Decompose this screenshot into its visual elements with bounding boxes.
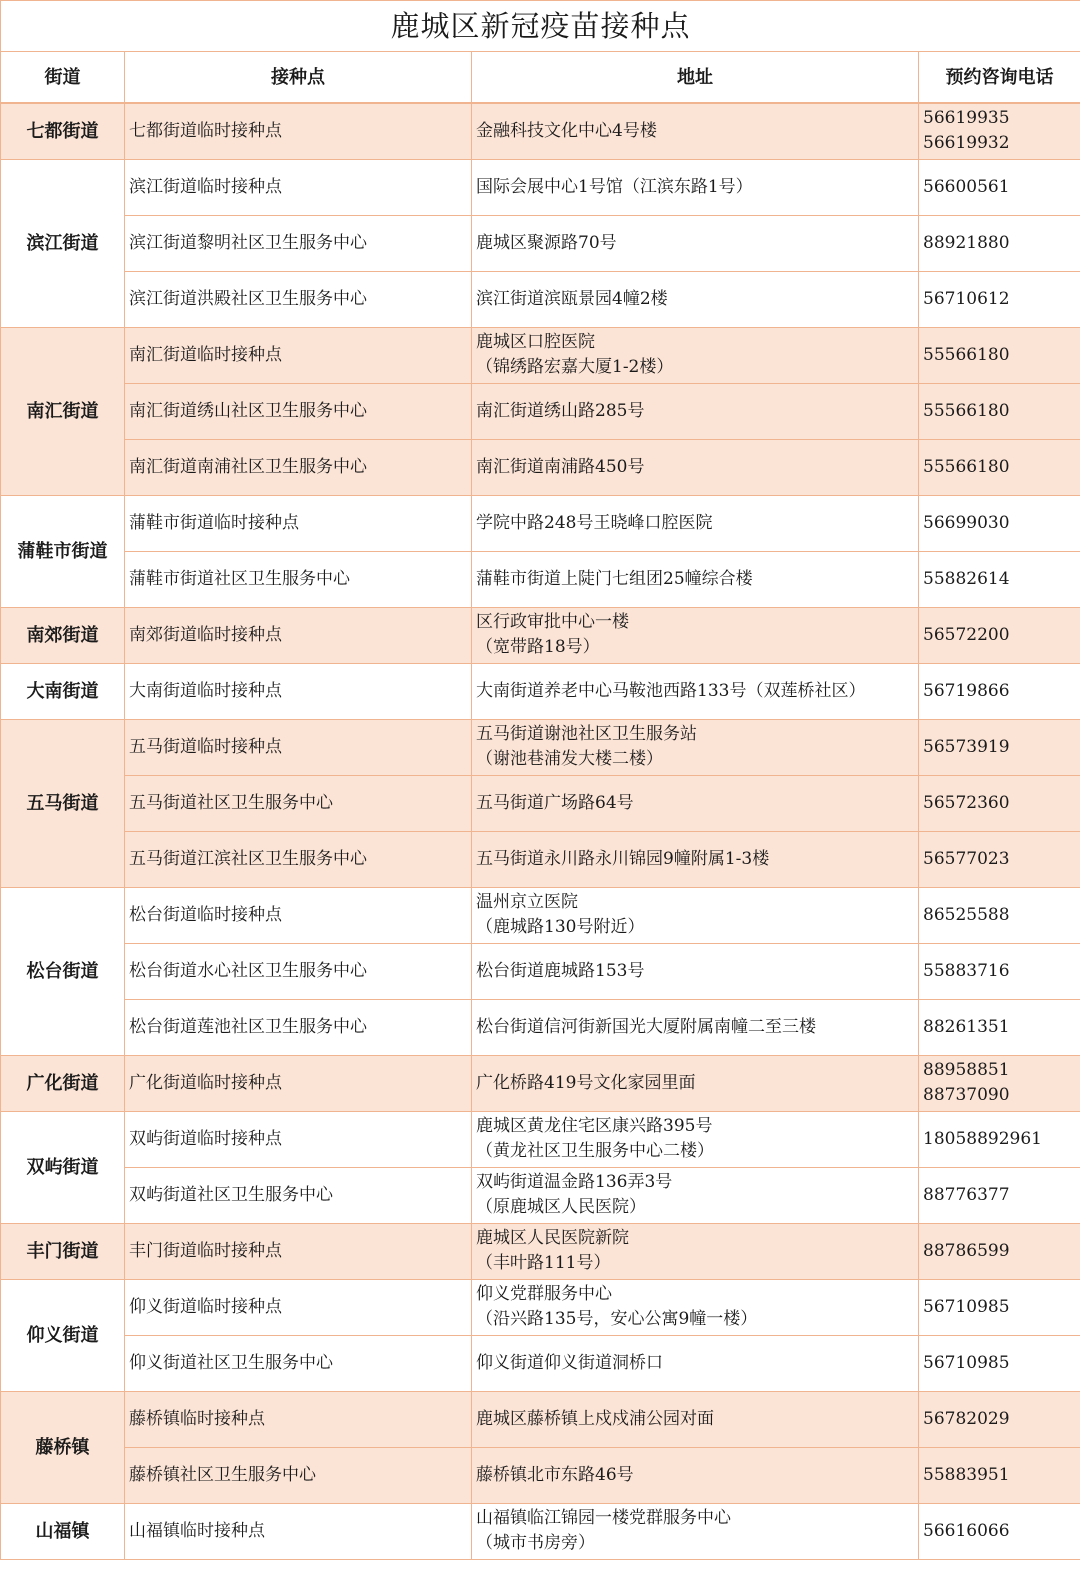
- site-cell: 南郊街道临时接种点: [125, 607, 472, 663]
- phone-number: 55566180: [923, 400, 1010, 421]
- table-row: [1, 215, 1080, 271]
- table-row: [1, 999, 1080, 1055]
- address-cell: [472, 1503, 919, 1559]
- phone-cell: [919, 607, 1080, 663]
- table-row: [1, 775, 1080, 831]
- street-cell: 南汇街道: [1, 327, 125, 495]
- site-cell: 五马街道江滨社区卫生服务中心: [125, 831, 472, 887]
- phone-number: 56577023: [923, 848, 1010, 869]
- table-row: [1, 607, 1080, 663]
- address-line: 松台街道信河街新国光大厦附属南幢二至三楼: [476, 1016, 816, 1037]
- table-row: [1, 1335, 1080, 1391]
- table-row: [1, 159, 1080, 215]
- site-cell: 仰义街道临时接种点: [125, 1279, 472, 1335]
- phone-cell: [919, 215, 1080, 271]
- phone-number: 56619935: [923, 108, 1010, 129]
- phone-number: 88921880: [923, 232, 1010, 253]
- address-line: 仰义街道仰义街道洞桥口: [476, 1352, 663, 1373]
- address-line: 松台街道鹿城路153号: [476, 960, 645, 981]
- phone-cell: [919, 271, 1080, 327]
- street-cell: 丰门街道: [1, 1223, 125, 1279]
- phone-cell: [919, 663, 1080, 719]
- table-row: [1, 1279, 1080, 1335]
- address-line: 滨江街道滨瓯景园4幢2楼: [476, 288, 668, 309]
- address-cell: [472, 551, 919, 607]
- table-header-row: [1, 52, 1080, 104]
- phone-number: 56619932: [923, 133, 1010, 154]
- table-row: [1, 1167, 1080, 1223]
- table-row: [1, 719, 1080, 775]
- address-cell: [472, 607, 919, 663]
- address-cell: [472, 1055, 919, 1111]
- site-cell: 南汇街道绣山社区卫生服务中心: [125, 383, 472, 439]
- phone-number: 88958851: [923, 1060, 1010, 1080]
- address-line: （沿兴路135号，安心公寓9幢一楼）: [476, 1309, 758, 1329]
- phone-cell: [919, 887, 1080, 943]
- address-line: （锦绣路宏嘉大厦1-2楼）: [476, 357, 674, 377]
- address-line: 五马街道广场路64号: [476, 792, 634, 813]
- address-line: 南汇街道绣山路285号: [476, 400, 645, 421]
- address-cell: [472, 943, 919, 999]
- table-row: [1, 1111, 1080, 1167]
- site-cell: 滨江街道临时接种点: [125, 159, 472, 215]
- site-cell: 松台街道水心社区卫生服务中心: [125, 943, 472, 999]
- address-line: 区行政审批中心一楼: [476, 612, 629, 632]
- table-row: [1, 1503, 1080, 1559]
- header-address: 地址: [472, 52, 919, 104]
- site-cell: 双屿街道临时接种点: [125, 1111, 472, 1167]
- table-row: [1, 383, 1080, 439]
- table-row: [1, 831, 1080, 887]
- street-cell: 大南街道: [1, 663, 125, 719]
- phone-cell: [919, 327, 1080, 383]
- site-cell: 七都街道临时接种点: [125, 103, 472, 159]
- site-cell: 蒲鞋市街道社区卫生服务中心: [125, 551, 472, 607]
- phone-number: 86525588: [923, 904, 1010, 925]
- table-row: [1, 551, 1080, 607]
- site-cell: 松台街道临时接种点: [125, 887, 472, 943]
- address-line: 鹿城区藤桥镇上戍戍浦公园对面: [476, 1408, 714, 1429]
- phone-number: 56573919: [923, 736, 1010, 757]
- table-row: [1, 1223, 1080, 1279]
- site-cell: 藤桥镇社区卫生服务中心: [125, 1447, 472, 1503]
- address-line: 鹿城区聚源路70号: [476, 232, 617, 253]
- phone-number: 18058892961: [923, 1128, 1042, 1149]
- site-cell: 仰义街道社区卫生服务中心: [125, 1335, 472, 1391]
- address-line: 蒲鞋市街道上陡门七组团25幢综合楼: [476, 568, 753, 589]
- phone-cell: [919, 1279, 1080, 1335]
- site-cell: 藤桥镇临时接种点: [125, 1391, 472, 1447]
- site-cell: 南汇街道临时接种点: [125, 327, 472, 383]
- phone-cell: [919, 159, 1080, 215]
- site-cell: 五马街道临时接种点: [125, 719, 472, 775]
- street-cell: 蒲鞋市街道: [1, 495, 125, 607]
- address-line: 温州京立医院: [476, 892, 578, 912]
- address-cell: [472, 999, 919, 1055]
- address-line: 大南街道养老中心马鞍池西路133号（双莲桥社区）: [476, 680, 866, 701]
- table-row: [1, 943, 1080, 999]
- phone-number: 55566180: [923, 456, 1010, 477]
- address-line: （鹿城路130号附近）: [476, 917, 645, 937]
- table-row: [1, 271, 1080, 327]
- address-line: 国际会展中心1号馆（江滨东路1号）: [476, 176, 753, 197]
- address-cell: [472, 1391, 919, 1447]
- address-line: （黄龙社区卫生服务中心二楼）: [476, 1141, 714, 1161]
- phone-number: 55882614: [923, 568, 1010, 589]
- table-row: [1, 1055, 1080, 1111]
- street-cell: 松台街道: [1, 887, 125, 1055]
- site-cell: 大南街道临时接种点: [125, 663, 472, 719]
- address-cell: [472, 271, 919, 327]
- phone-number: 56710612: [923, 288, 1010, 309]
- address-line: 金融科技文化中心4号楼: [476, 120, 657, 141]
- phone-number: 56710985: [923, 1296, 1010, 1317]
- address-line: 五马街道谢池社区卫生服务站: [476, 724, 697, 744]
- site-cell: 山福镇临时接种点: [125, 1503, 472, 1559]
- header-phone: 预约咨询电话: [919, 52, 1080, 104]
- address-cell: [472, 1223, 919, 1279]
- phone-number: 55883951: [923, 1464, 1010, 1485]
- phone-number: 88786599: [923, 1240, 1010, 1261]
- site-cell: 蒲鞋市街道临时接种点: [125, 495, 472, 551]
- address-cell: [472, 159, 919, 215]
- phone-number: 55883716: [923, 960, 1010, 981]
- table-row: [1, 495, 1080, 551]
- phone-number: 56710985: [923, 1352, 1010, 1373]
- phone-number: 56699030: [923, 512, 1010, 533]
- address-cell: [472, 1111, 919, 1167]
- table-row: [1, 887, 1080, 943]
- address-cell: [472, 383, 919, 439]
- site-cell: 滨江街道洪殿社区卫生服务中心: [125, 271, 472, 327]
- site-cell: 广化街道临时接种点: [125, 1055, 472, 1111]
- phone-cell: [919, 439, 1080, 495]
- address-cell: [472, 719, 919, 775]
- phone-number: 56719866: [923, 680, 1010, 701]
- site-cell: 丰门街道临时接种点: [125, 1223, 472, 1279]
- address-line: 学院中路248号王晓峰口腔医院: [476, 512, 713, 533]
- address-cell: [472, 1447, 919, 1503]
- table-row: [1, 327, 1080, 383]
- phone-cell: [919, 831, 1080, 887]
- address-line: （丰叶路111号）: [476, 1253, 611, 1273]
- phone-cell: [919, 1335, 1080, 1391]
- phone-cell: [919, 1223, 1080, 1279]
- address-line: 鹿城区黄龙住宅区康兴路395号: [476, 1116, 713, 1136]
- address-cell: [472, 775, 919, 831]
- page-title: 鹿城区新冠疫苗接种点: [1, 1, 1080, 52]
- phone-cell: [919, 103, 1080, 159]
- street-cell: 南郊街道: [1, 607, 125, 663]
- address-line: 双屿街道温金路136弄3号: [476, 1172, 673, 1192]
- phone-cell: [919, 1167, 1080, 1223]
- site-cell: 滨江街道黎明社区卫生服务中心: [125, 215, 472, 271]
- address-cell: [472, 495, 919, 551]
- phone-cell: [919, 383, 1080, 439]
- street-cell: 仰义街道: [1, 1279, 125, 1391]
- phone-cell: [919, 1055, 1080, 1111]
- address-line: 山福镇临江锦园一楼党群服务中心: [476, 1508, 731, 1528]
- address-cell: [472, 215, 919, 271]
- street-cell: 藤桥镇: [1, 1391, 125, 1503]
- phone-number: 88261351: [923, 1016, 1010, 1037]
- address-cell: [472, 831, 919, 887]
- address-cell: [472, 1335, 919, 1391]
- phone-cell: [919, 551, 1080, 607]
- address-line: 五马街道永川路永川锦园9幢附属1-3楼: [476, 848, 770, 869]
- phone-cell: [919, 495, 1080, 551]
- address-line: 南汇街道南浦路450号: [476, 456, 645, 477]
- header-site: 接种点: [125, 52, 472, 104]
- phone-cell: [919, 1503, 1080, 1559]
- table-body: [1, 103, 1080, 1559]
- phone-number: 56600561: [923, 176, 1010, 197]
- site-cell: 南汇街道南浦社区卫生服务中心: [125, 439, 472, 495]
- street-cell: 山福镇: [1, 1503, 125, 1559]
- address-line: 鹿城区人民医院新院: [476, 1228, 629, 1248]
- phone-cell: [919, 719, 1080, 775]
- street-cell: 五马街道: [1, 719, 125, 887]
- phone-cell: [919, 943, 1080, 999]
- street-cell: 滨江街道: [1, 159, 125, 327]
- table-row: [1, 1391, 1080, 1447]
- phone-cell: [919, 999, 1080, 1055]
- phone-cell: [919, 1447, 1080, 1503]
- site-cell: 双屿街道社区卫生服务中心: [125, 1167, 472, 1223]
- address-line: 藤桥镇北市东路46号: [476, 1464, 634, 1485]
- phone-number: 55566180: [923, 344, 1010, 365]
- address-cell: [472, 1279, 919, 1335]
- table-row: [1, 1447, 1080, 1503]
- table-row: [1, 663, 1080, 719]
- address-cell: [472, 439, 919, 495]
- street-cell: 双屿街道: [1, 1111, 125, 1223]
- phone-number: 56616066: [923, 1520, 1010, 1541]
- phone-number: 56572200: [923, 624, 1010, 645]
- address-line: （谢池巷浦发大楼二楼）: [476, 749, 663, 769]
- table-row: [1, 439, 1080, 495]
- phone-cell: [919, 1391, 1080, 1447]
- phone-number: 56782029: [923, 1408, 1010, 1429]
- street-cell: 广化街道: [1, 1055, 125, 1111]
- phone-cell: [919, 1111, 1080, 1167]
- address-cell: [472, 327, 919, 383]
- header-street: 街道: [1, 52, 125, 104]
- phone-cell: [919, 775, 1080, 831]
- table-row: [1, 103, 1080, 159]
- site-cell: 五马街道社区卫生服务中心: [125, 775, 472, 831]
- address-line: 广化桥路419号文化家园里面: [476, 1072, 696, 1093]
- phone-number: 88737090: [923, 1085, 1010, 1105]
- address-cell: [472, 1167, 919, 1223]
- address-line: 鹿城区口腔医院: [476, 332, 595, 352]
- address-line: （城市书房旁）: [476, 1533, 595, 1553]
- address-line: （宽带路18号）: [476, 637, 600, 657]
- site-cell: 松台街道莲池社区卫生服务中心: [125, 999, 472, 1055]
- phone-number: 88776377: [923, 1184, 1010, 1205]
- address-line: （原鹿城区人民医院）: [476, 1197, 646, 1217]
- address-cell: [472, 887, 919, 943]
- address-cell: [472, 663, 919, 719]
- phone-number: 56572360: [923, 792, 1010, 813]
- address-line: 仰义党群服务中心: [476, 1284, 612, 1304]
- street-cell: 七都街道: [1, 103, 125, 159]
- address-cell: [472, 103, 919, 159]
